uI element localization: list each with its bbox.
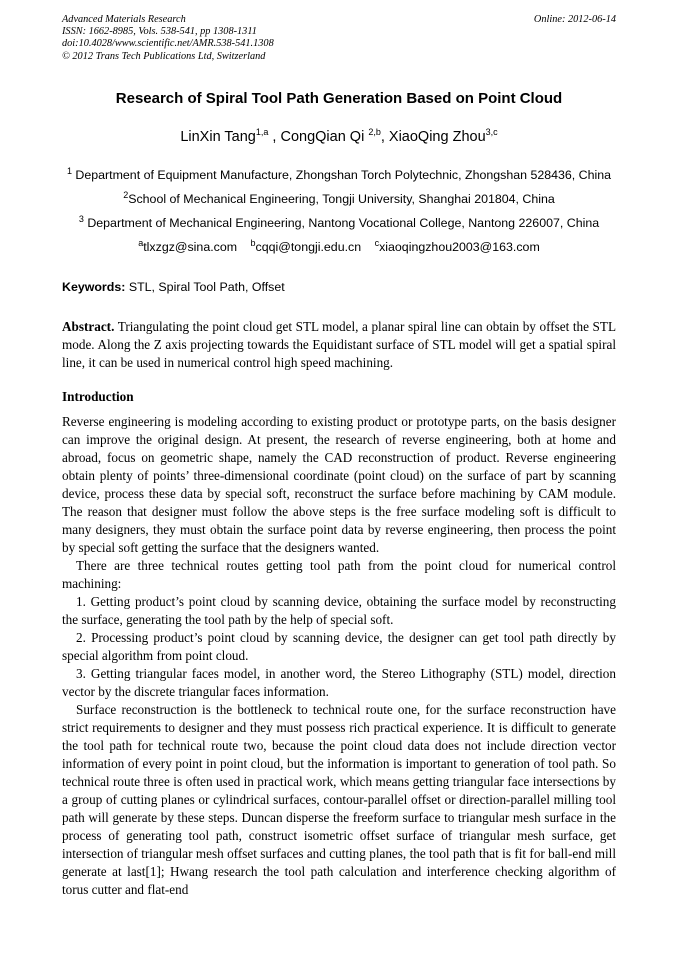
- journal-header: [62, 14, 616, 63]
- affiliation-1: [0, 165, 678, 182]
- keywords: [62, 280, 285, 294]
- author-sup: 3,c: [485, 127, 498, 138]
- copyright-line: © 2012 Trans Tech Publications Ltd, Switzerland: [62, 50, 266, 62]
- affiliation-sup: 1: [66, 165, 72, 176]
- author-name: CongQian Qi: [280, 129, 365, 145]
- paragraph: 3. Getting triangular faces model, in another word, the Stereo Lithography (STL) model, direction vector by the discrete triangular faces information.: [62, 666, 616, 699]
- affiliation-sup: 3: [78, 213, 84, 224]
- affiliation-2: [0, 189, 678, 206]
- introduction-body: [62, 413, 616, 899]
- affiliation-text: School of Mechanical Engineering, Tongji University, Shanghai 201804, China: [128, 192, 555, 206]
- online-date: Online: 2012-06-14: [533, 14, 616, 25]
- paper-title: Research of Spiral Tool Path Generation Based on Point Cloud: [115, 90, 563, 107]
- paragraph: Reverse engineering is modeling according to existing product or prototype parts, on the basis designer can improve the original design. At present, the research of reverse engineering, both at home and abroad, focus on geometric shape, namely the CAD reconstruction of product. Reverse engineering obtain plenty of points’ three-dimensional coordinate (point cloud) on the surface of part by scanning device, process these data by special soft, reconstruct the surface before machining by CAM module. The reason that designer must follow the above steps is the free surface modeling soft is difficult to many designers, they must obtain the surface point data by reverse engineering, then process the point by special soft getting the surface that the designers wanted.: [62, 414, 616, 555]
- abstract-text: Triangulating the point cloud get STL model, a planar spiral line can obtain by offset the STL mode. Along the Z axis projecting towards the Equidistant surface of STL model will get a spatial spiral line, it can be used in numerical control high speed machining.: [62, 319, 617, 370]
- author-name: XiaoQing Zhou: [388, 129, 486, 145]
- issn-line: ISSN: 1662-8985, Vols. 538-541, pp 1308-1311: [62, 26, 257, 38]
- affiliation-text: Department of Equipment Manufacture, Zhongshan Torch Polytechnic, Zhongshan 528436, China: [75, 168, 612, 182]
- author-list: LinXin Tang$^{1,a}$ , CongQian Qi $^{2,b}$, XiaoQing Zhou$^{3,c}$: [180, 127, 498, 145]
- email-address: xiaoqingzhou2003@163.com: [379, 240, 540, 254]
- email-address: cqqi@tongji.edu.cn: [255, 240, 362, 254]
- email-sup: a: [138, 237, 144, 248]
- email-sup: b: [250, 237, 256, 248]
- paragraph: 1. Getting product’s point cloud by scanning device, obtaining the surface model by reconstructing the surface, generating the tool path by the help of special soft.: [62, 594, 616, 627]
- author-name: LinXin Tang: [180, 129, 256, 145]
- keywords-label: Keywords:: [62, 280, 126, 294]
- email-address: tlxzgz@sina.com: [143, 240, 238, 254]
- affiliation-3: [0, 213, 678, 230]
- doi-line: doi:10.4028/www.scientific.net/AMR.538-541.1308: [62, 38, 274, 50]
- author-sup: 1,a: [255, 127, 269, 138]
- keywords-text: STL, Spiral Tool Path, Offset: [128, 280, 285, 294]
- abstract-label: Abstract.: [62, 319, 115, 334]
- affiliation-text: Department of Mechanical Engineering, Nantong Vocational College, Nantong 226007, China: [87, 216, 600, 230]
- paragraph: 2. Processing product’s point cloud by scanning device, the designer can get tool path directly by special algorithm from point cloud.: [62, 630, 616, 663]
- journal-name: Advanced Materials Research: [62, 14, 186, 25]
- section-heading: Introduction: [62, 389, 134, 404]
- paragraph: There are three technical routes getting tool path from the point cloud for numerical control machining:: [62, 558, 616, 591]
- abstract: [62, 318, 616, 372]
- affiliation-sup: 2: [123, 189, 129, 200]
- email-sup: c: [374, 237, 380, 248]
- email-line: [0, 237, 678, 254]
- author-sup: 2,b: [368, 127, 381, 138]
- paragraph: Surface reconstruction is the bottleneck to technical route one, for the surface reconstruction have strict requirements to designer and they must possess rich practical experience. It is difficult to generate the tool path for technical route two, because the point cloud data does not include direction vector information of every point in point cloud, but the information is important to generation of tool path. So technical route three is often used in practical work, which means getting triangular face intersections by a group of cutting planes or cylindrical surfaces, contour-parallel offset or direction-parallel milling tool path will generate by these steps. Duncan disperse the freeform surface to triangular mesh surface in the process of generating tool path, construct isometric offset surface of triangular mesh surface, get intersection of triangular mesh offset surfaces and cutting planes, the tool path that is fit for ball-end mill generate at last[1]; Hwang research the tool path calculation and interference checking algorithm of torus cutter and flat-end: [62, 702, 616, 897]
